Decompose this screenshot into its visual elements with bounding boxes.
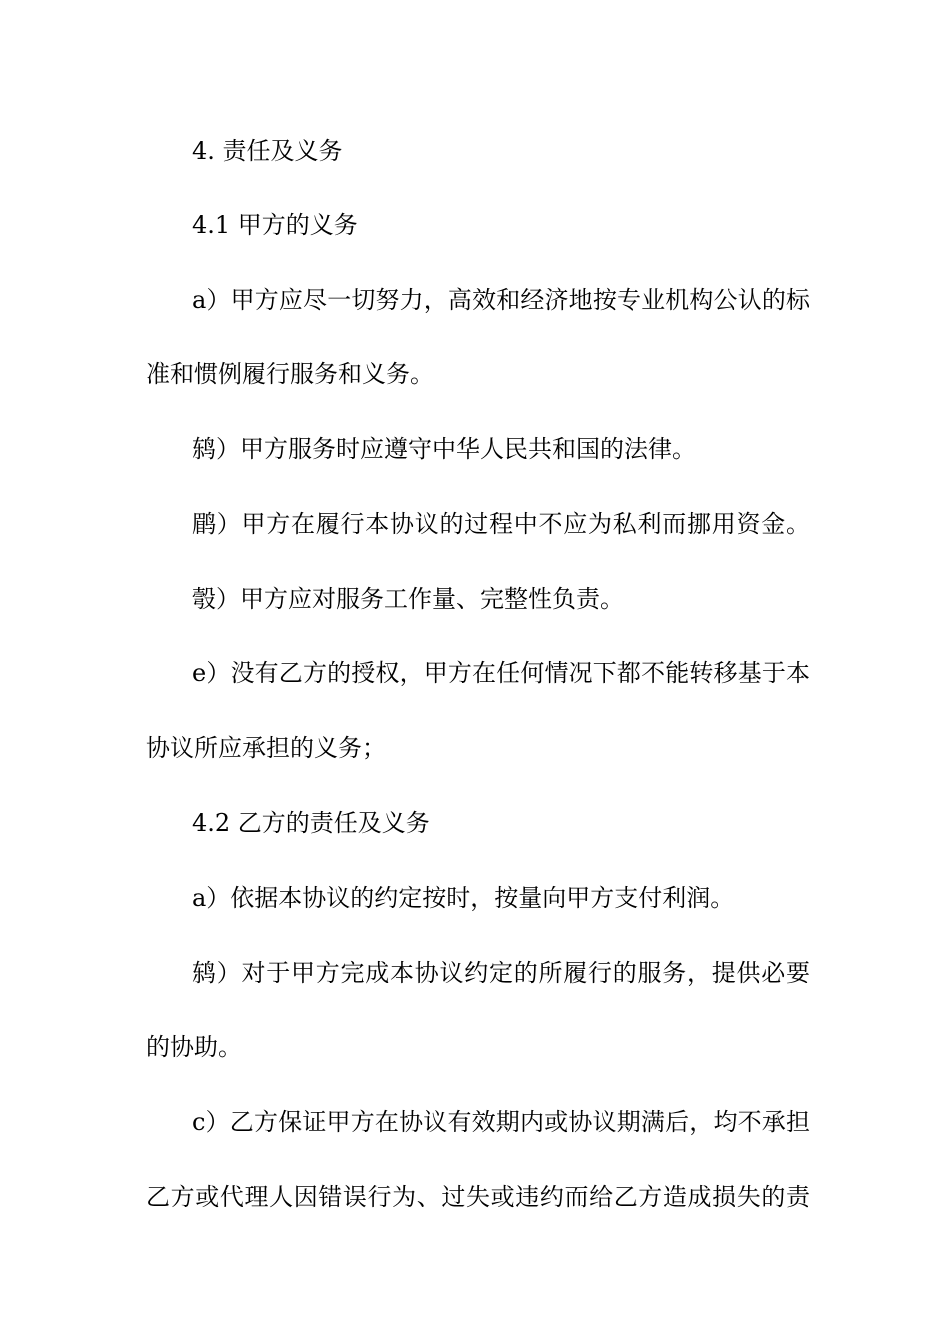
paragraph-line: e）没有乙方的授权，甲方在任何情况下都不能转移基于本 bbox=[192, 659, 810, 687]
paragraph-line: a）甲方应尽一切努力，高效和经济地按专业机构公认的标 bbox=[192, 286, 810, 314]
paragraph-line: 乙方或代理人因错误行为、过失或违约而给乙方造成损失的责 bbox=[146, 1183, 810, 1211]
subsection-heading: 4.1 甲方的义务 bbox=[192, 211, 358, 239]
paragraph-line: 的协助。 bbox=[146, 1033, 242, 1061]
paragraph-line: 鸫）对于甲方完成本协议约定的所履行的服务，提供必要 bbox=[192, 959, 810, 987]
paragraph-line: c）乙方保证甲方在协议有效期内或协议期满后，均不承担 bbox=[192, 1108, 810, 1136]
paragraph-line: a）依据本协议的约定按时，按量向甲方支付利润。 bbox=[192, 884, 735, 912]
paragraph-line: 鹛）甲方在履行本协议的过程中不应为私利而挪用资金。 bbox=[192, 510, 810, 538]
paragraph-line: 彀）甲方应对服务工作量、完整性负责。 bbox=[192, 585, 624, 613]
paragraph-line: 协议所应承担的义务； bbox=[146, 734, 386, 762]
subsection-heading: 4.2 乙方的责任及义务 bbox=[192, 809, 430, 837]
paragraph-line: 鸫）甲方服务时应遵守中华人民共和国的法律。 bbox=[192, 435, 696, 463]
section-heading: 4. 责任及义务 bbox=[192, 137, 343, 165]
paragraph-line: 准和惯例履行服务和义务。 bbox=[146, 360, 434, 388]
